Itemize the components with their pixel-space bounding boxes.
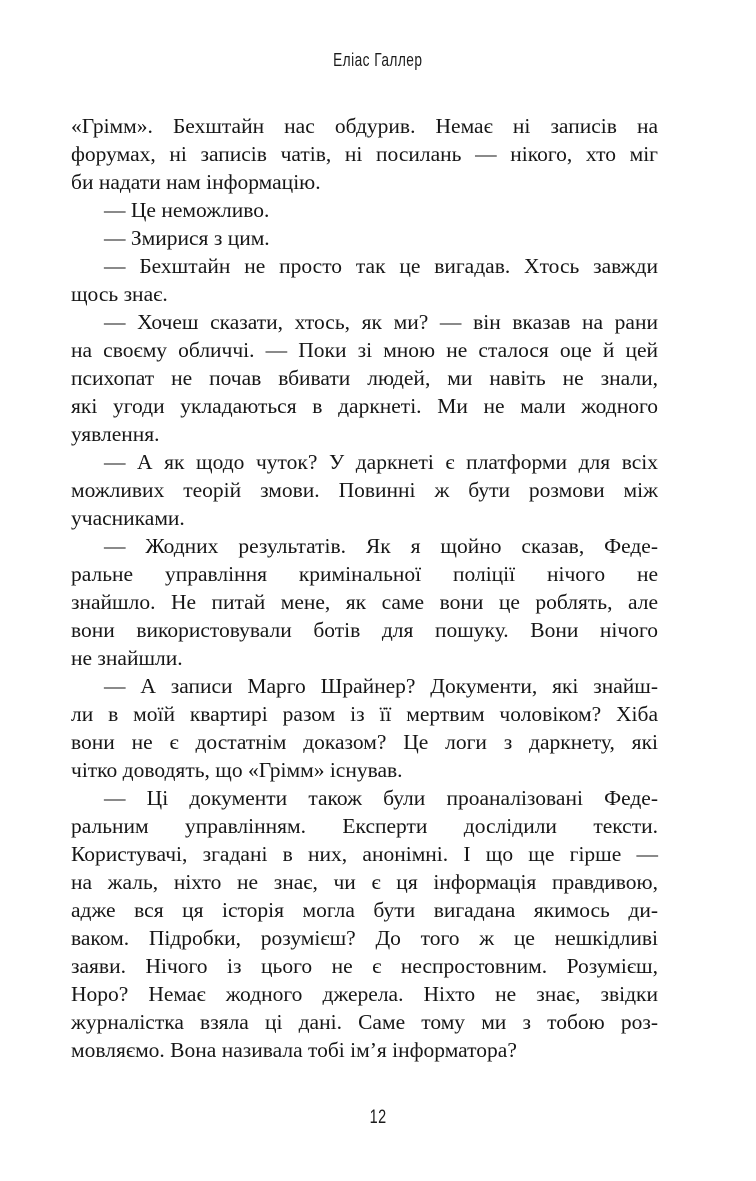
text-line: заяви. Нічого із цього не є неспростовним. Розумієш, bbox=[71, 954, 658, 978]
text-line: можливих теорій змови. Повинні ж бути розмови між bbox=[71, 478, 658, 502]
text-line: на жаль, ніхто не знає, чи є ця інформація правдивою, bbox=[71, 870, 658, 894]
text-line: ваком. Підробки, розумієш? До того ж це нешкідливі bbox=[71, 926, 658, 950]
paragraph bbox=[71, 784, 658, 1064]
text-line: знайшло. Не питай мене, як саме вони це роблять, але bbox=[71, 590, 658, 614]
text-line: на своєму обличчі. — Поки зі мною не сталося оце й цей bbox=[71, 338, 658, 362]
paragraph bbox=[71, 672, 658, 784]
text-line: вони використовували ботів для пошуку. Вони нічого bbox=[71, 618, 658, 642]
text-line: ральне управління кримінальної поліції нічого не bbox=[71, 562, 658, 586]
text-line: уявлення. bbox=[71, 422, 160, 446]
text-line: — Ці документи також були проаналізовані Феде- bbox=[104, 786, 658, 810]
paragraph bbox=[71, 196, 658, 224]
text-line: — А записи Марго Шрайнер? Документи, які знайш- bbox=[104, 674, 658, 698]
paragraph bbox=[71, 308, 658, 448]
text-line: — Змирися з цим. bbox=[104, 226, 270, 250]
text-line: — А як щодо чуток? У даркнеті є платформи для всіх bbox=[104, 450, 658, 474]
running-header bbox=[0, 50, 756, 71]
paragraph bbox=[71, 448, 658, 532]
page-number bbox=[0, 1107, 756, 1129]
text-line: журналістка взяла ці дані. Саме тому ми з тобою роз- bbox=[71, 1010, 658, 1034]
text-line: щось знає. bbox=[71, 282, 168, 306]
text-line: учасниками. bbox=[71, 506, 185, 530]
paragraph bbox=[71, 532, 658, 672]
text-line: які угоди укладаються в даркнеті. Ми не мали жодного bbox=[71, 394, 658, 418]
text-line: Норо? Немає жодного джерела. Ніхто не знає, звідки bbox=[71, 982, 658, 1006]
text-line: не знайшли. bbox=[71, 646, 183, 670]
text-line: ли в моїй квартирі разом із її мертвим чоловіком? Хіба bbox=[71, 702, 658, 726]
paragraph bbox=[71, 224, 658, 252]
text-line: чітко доводять, що «Грімм» існував. bbox=[71, 758, 403, 782]
text-line: вони не є достатнім доказом? Це логи з даркнету, які bbox=[71, 730, 658, 754]
text-block bbox=[71, 112, 658, 1064]
page-number-value: 12 bbox=[369, 1107, 387, 1128]
text-line: — Жодних результатів. Як я щойно сказав, Феде- bbox=[104, 534, 658, 558]
text-line: — Хочеш сказати, хтось, як ми? — він вказав на рани bbox=[104, 310, 658, 334]
text-line: би надати нам інформацію. bbox=[71, 170, 321, 194]
text-line: Користувачі, згадані в них, анонімні. І що ще гірше — bbox=[71, 842, 658, 866]
text-line: — Бехштайн не просто так це вигадав. Хтось завжди bbox=[104, 254, 658, 278]
text-line: «Грімм». Бехштайн нас обдурив. Немає ні записів на bbox=[71, 114, 658, 138]
text-line: психопат не почав вбивати людей, ми навіть не знали, bbox=[71, 366, 658, 390]
paragraph bbox=[71, 252, 658, 308]
paragraph bbox=[71, 112, 658, 196]
text-line: адже вся ця історія могла бути вигадана якимось ди- bbox=[71, 898, 658, 922]
text-line: — Це неможливо. bbox=[104, 198, 270, 222]
author-name: Еліас Галлер bbox=[333, 50, 423, 70]
text-line: форумах, ні записів чатів, ні посилань — нікого, хто міг bbox=[71, 142, 658, 166]
text-line: мовляємо. Вона називала тобі ім’я інформатора? bbox=[71, 1038, 517, 1062]
text-line: ральним управлінням. Експерти дослідили тексти. bbox=[71, 814, 658, 838]
